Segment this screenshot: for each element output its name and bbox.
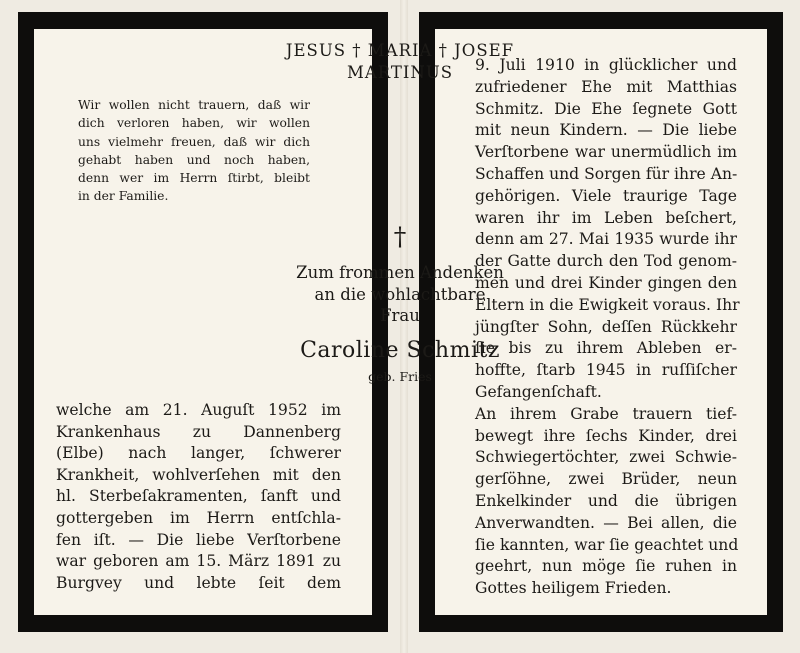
body-line: An ihrem Grabe trauern tief- [475, 404, 737, 423]
memory-line: Frau [380, 306, 420, 325]
memory-line: Zum frommen Andenken [296, 263, 504, 282]
body-line: welche am 21. Auguſt 1952 im [56, 401, 341, 419]
body-line: Schwiegertöchter, zwei Schwie- [475, 448, 737, 467]
right-body-text [475, 55, 740, 600]
verse-block [78, 96, 310, 206]
verse-line: Wir wollen nicht trauern, daß wir [78, 98, 310, 112]
body-line: ſie bis zu ihrem Ableben er- [475, 339, 737, 358]
body-line: Verſtorbene war unermüdlich im [475, 143, 737, 162]
body-line: fen iſt. — Die liebe Verſtorbene [56, 530, 341, 549]
body-line: gerſöhne, zwei Brüder, neun [475, 470, 737, 489]
verse-line: dich verloren haben, wir wollen [78, 116, 310, 131]
body-line: mit neun Kindern. — Die liebe [475, 121, 737, 140]
verse-line: denn wer im Herrn ſtirbt, bleibt [78, 171, 310, 186]
body-line: war geboren am 15. März 1891 zu [56, 552, 341, 571]
memory-line: an die wohlachtbare [314, 284, 486, 304]
verse-line: gehabt haben und noch haben, [78, 152, 310, 167]
body-line: bewegt ihre ſechs Kinder, drei [475, 426, 737, 445]
body-line: gehörigen. Viele traurige Tage [475, 186, 737, 205]
body-line: gottergeben im Herrn entſchla- [56, 508, 341, 527]
body-line: hl. Sterbeſakramenten, ſanft und [56, 487, 341, 506]
body-line: jüngſter Sohn, deſſen Rückkehr [475, 317, 737, 336]
cross-icon: † [393, 222, 407, 251]
maiden-name: geb. Fries [368, 369, 432, 384]
body-line: denn am 27. Mai 1935 wurde ihr [475, 230, 737, 249]
header-line-1: JESUS † MARIA † JOSEF [285, 41, 515, 60]
left-body-text [56, 400, 341, 594]
body-line: zufriedener Ehe mit Matthias [475, 77, 737, 96]
body-line: Krankenhaus zu Dannenberg [56, 422, 341, 441]
verse-line: uns vielmehr freuen, daß wir dich [78, 134, 310, 149]
card-fold [400, 0, 408, 653]
verse-line: in der Familie. [78, 189, 169, 204]
body-line: ſie kannten, war ſie geachtet und [475, 535, 739, 554]
body-line: men und drei Kinder gingen den [475, 273, 737, 292]
body-line: Krankheit, wohlverſehen mit den [56, 465, 341, 484]
body-line: (Elbe) nach langer, ſchwerer [56, 444, 341, 463]
body-line: Gefangenſchaft. [475, 382, 602, 401]
body-line: Eltern in die Ewigkeit voraus. Ihr [475, 295, 740, 314]
body-line: hoffte, ſtarb 1945 in ruſſiſcher [475, 361, 737, 380]
body-line: waren ihr im Leben beſchert, [475, 208, 737, 227]
body-line: Enkelkinder und die übrigen [475, 491, 737, 510]
body-line: Schaffen und Sorgen für ihre An- [475, 164, 738, 183]
body-line: Anverwandten. — Bei allen, die [475, 513, 737, 532]
body-line: 9. Juli 1910 in glücklicher und [475, 56, 737, 74]
body-line: geehrt, nun möge ſie ruhen in [475, 557, 737, 576]
body-line: Schmitz. Die Ehe ſegnete Gott [475, 99, 737, 118]
body-line: Burgvey und lebte ſeit dem [56, 573, 341, 592]
body-line: der Gatte durch den Tod genom- [475, 252, 737, 271]
header-line-2: MARTINUS [346, 63, 454, 82]
body-line: Gottes heiligem Frieden. [475, 579, 672, 598]
deceased-name: Caroline Schmitz [300, 338, 500, 363]
